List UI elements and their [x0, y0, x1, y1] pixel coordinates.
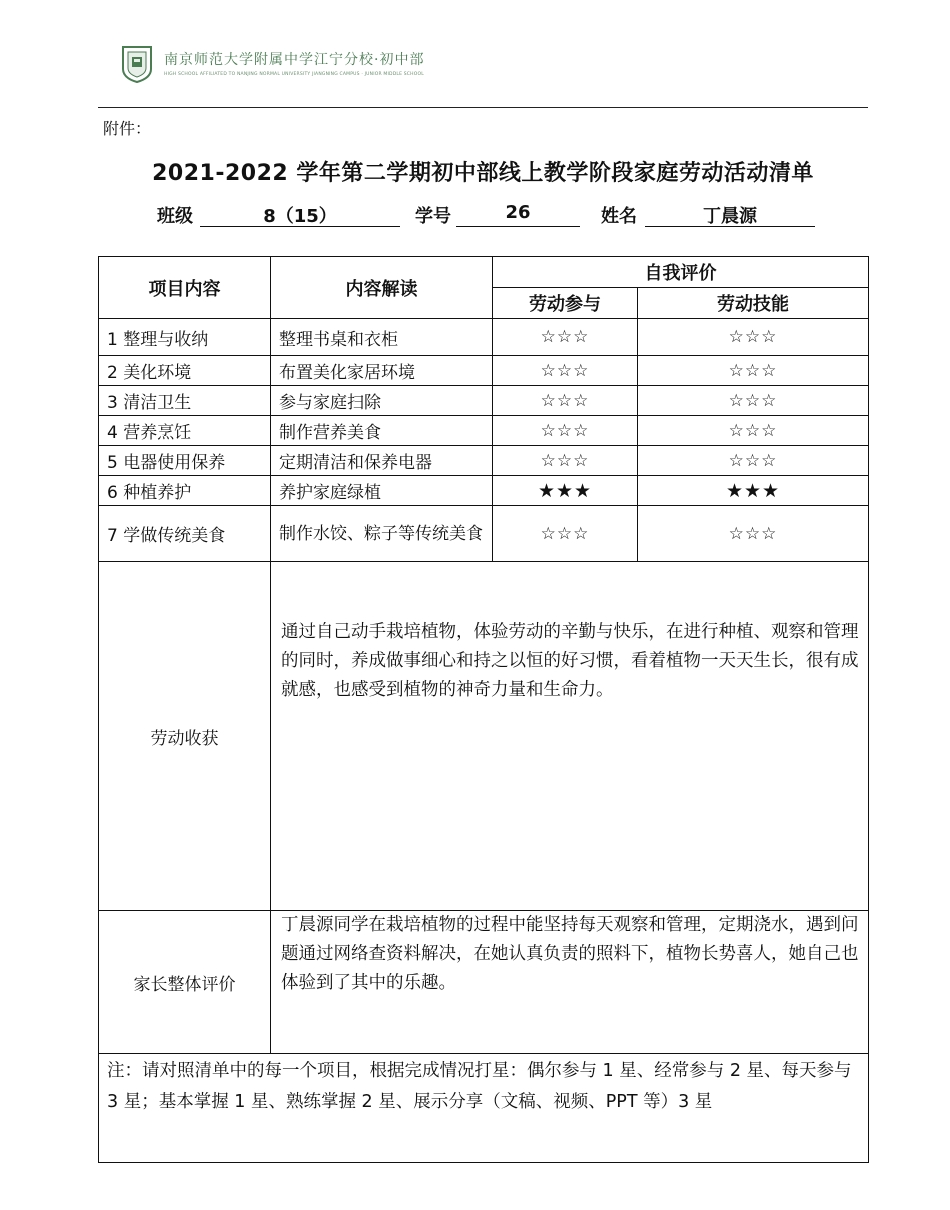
participation-stars: ☆☆☆	[493, 416, 638, 446]
participation-stars: ☆☆☆	[493, 386, 638, 416]
participation-stars: ☆☆☆	[493, 446, 638, 476]
school-logo	[120, 42, 424, 84]
participation-stars: ☆☆☆	[493, 506, 638, 562]
row-item: 7 学做传统美食	[99, 506, 271, 562]
row-item: 5 电器使用保养	[99, 446, 271, 476]
header-skill: 劳动技能	[638, 288, 869, 319]
header-item: 项目内容	[99, 257, 271, 319]
skill-stars: ☆☆☆	[638, 356, 869, 386]
table-row	[99, 416, 869, 446]
row-item: 1 整理与收纳	[99, 319, 271, 356]
participation-stars: ★★★	[493, 476, 638, 506]
document-title: 2021-2022 学年第二学期初中部线上教学阶段家庭劳动活动清单	[152, 161, 814, 186]
skill-stars: ☆☆☆	[638, 446, 869, 476]
parent-eval-text: 丁晨源同学在栽培植物的过程中能坚持每天观察和管理，定期浇水，遇到问题通过网络查资料解决，在她认真负责的照料下，植物长势喜人，她自己也体验到了其中的乐趣。	[271, 911, 869, 1054]
row-desc: 布置美化家居环境	[271, 356, 493, 386]
participation-stars: ☆☆☆	[493, 319, 638, 356]
name-value: 丁晨源	[645, 202, 815, 227]
row-desc: 参与家庭扫除	[271, 386, 493, 416]
row-desc: 定期清洁和保养电器	[271, 446, 493, 476]
student-id-value: 26	[456, 202, 580, 227]
table-row	[99, 476, 869, 506]
labor-gain-label: 劳动收获	[99, 562, 271, 911]
row-item: 6 种植养护	[99, 476, 271, 506]
table-row	[99, 506, 869, 562]
row-item: 2 美化环境	[99, 356, 271, 386]
table-row	[99, 446, 869, 476]
skill-stars: ☆☆☆	[638, 416, 869, 446]
row-desc: 养护家庭绿植	[271, 476, 493, 506]
labor-gain-text: 通过自己动手栽培植物，体验劳动的辛勤与快乐，在进行种植、观察和管理的同时，养成做事细心和持之以恒的好习惯，看着植物一天天生长，很有成就感，也感受到植物的神奇力量和生命力。	[271, 562, 869, 911]
participation-stars: ☆☆☆	[493, 356, 638, 386]
row-desc: 制作营养美食	[271, 416, 493, 446]
school-name: 南京师范大学附属中学江宁分校·初中部	[164, 52, 425, 68]
skill-stars: ★★★	[638, 476, 869, 506]
parent-eval-row	[99, 911, 869, 1054]
class-value: 8（15）	[200, 202, 400, 227]
school-emblem-icon	[120, 43, 154, 83]
student-id-label: 学号	[415, 206, 451, 227]
skill-stars: ☆☆☆	[638, 386, 869, 416]
name-label: 姓名	[601, 206, 637, 227]
rating-note: 注：请对照清单中的每一个项目，根据完成情况打星：偶尔参与 1 星、经常参与 2 星、每天参与 3 星；基本掌握 1 星、熟练掌握 2 星、展示分享（文稿、视频、PPT 等）3 星	[99, 1054, 869, 1163]
skill-stars: ☆☆☆	[638, 319, 869, 356]
header-self-eval: 自我评价	[493, 257, 869, 288]
class-label: 班级	[157, 206, 193, 227]
attachment-label: 附件：	[103, 119, 152, 138]
row-item: 4 营养烹饪	[99, 416, 271, 446]
skill-stars: ☆☆☆	[638, 506, 869, 562]
labor-gain-row	[99, 562, 869, 911]
header-desc: 内容解读	[271, 257, 493, 319]
header-divider	[98, 107, 868, 108]
note-row	[99, 1054, 869, 1163]
header-participation: 劳动参与	[493, 288, 638, 319]
table-row	[99, 356, 869, 386]
row-item: 3 清洁卫生	[99, 386, 271, 416]
labor-activity-table	[98, 256, 869, 1163]
table-row	[99, 386, 869, 416]
row-desc: 制作水饺、粽子等传统美食	[271, 506, 493, 562]
school-name-en: HIGH SCHOOL AFFILIATED TO NANJING NORMAL UNIVERSITY JIANGNING CAMPUS · JUNIOR MIDDLE SCHOOL	[164, 72, 424, 77]
row-desc: 整理书桌和衣柜	[271, 319, 493, 356]
table-row	[99, 319, 869, 356]
parent-eval-label: 家长整体评价	[99, 911, 271, 1054]
